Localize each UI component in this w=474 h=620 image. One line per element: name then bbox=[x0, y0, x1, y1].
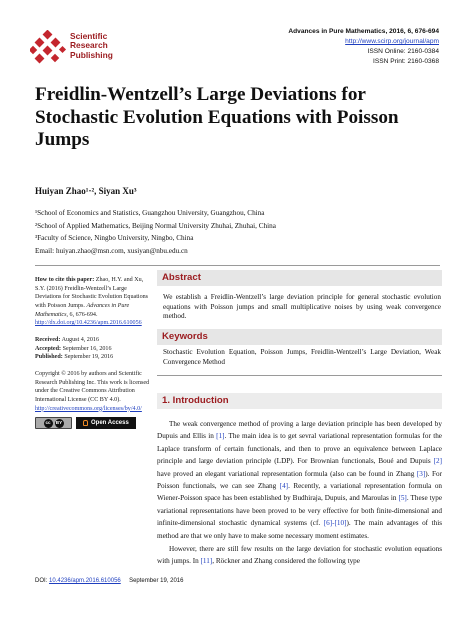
published-label: Published: bbox=[35, 354, 63, 361]
affiliations bbox=[35, 207, 276, 258]
citation-link[interactable]: [3] bbox=[416, 469, 426, 478]
affiliation-line: ³Faculty of Science, Ningbo University, Ningbo, China bbox=[35, 234, 194, 243]
intro-text: However, there are still few results on the large deviation for stochastic evolution equations with jumps. In bbox=[157, 545, 442, 566]
intro-text: have proved an elegant variational representation formula (also can be found in Zhang bbox=[157, 469, 417, 478]
citation-link[interactable]: [2] bbox=[433, 457, 442, 466]
received-label: Received: bbox=[35, 336, 61, 343]
footer-date: September 19, 2016 bbox=[129, 578, 184, 584]
citation-link[interactable]: [1] bbox=[216, 432, 225, 441]
page-footer bbox=[35, 578, 183, 584]
citation-link[interactable]: [11] bbox=[200, 557, 213, 566]
publisher-line: Research bbox=[70, 40, 108, 51]
intro-text: ). The main advantages of this method are that we only have to make some necessary moment estimates. bbox=[157, 519, 442, 540]
title-line: Jumps bbox=[35, 129, 90, 150]
accepted-label: Accepted: bbox=[35, 345, 62, 352]
dates-block bbox=[35, 336, 153, 362]
license-badges bbox=[35, 417, 153, 429]
citation-link[interactable]: [6]-[10] bbox=[323, 519, 347, 528]
keywords-heading: Keywords bbox=[157, 329, 442, 345]
publisher-logo-icon bbox=[30, 30, 68, 66]
citation-block bbox=[35, 276, 153, 328]
cite-label: How to cite this paper: bbox=[35, 277, 95, 283]
accepted-date: September 16, 2016 bbox=[62, 345, 112, 352]
received-date: August 4, 2016 bbox=[61, 336, 99, 343]
abstract-heading: Abstract bbox=[157, 270, 442, 286]
open-access-label: Open Access bbox=[91, 419, 129, 426]
attribution-icon: BY bbox=[55, 419, 64, 428]
publisher-name bbox=[70, 32, 113, 60]
creative-commons-icon: cc bbox=[44, 419, 53, 428]
journal-url-link[interactable]: http://www.scirp.org/journal/apm bbox=[345, 38, 439, 45]
open-access-badge[interactable] bbox=[76, 417, 136, 429]
affiliation-line: ¹School of Economics and Statistics, Guangzhou University, Guangzhou, China bbox=[35, 209, 265, 217]
title-line: Stochastic Evolution Equations with Poisson bbox=[35, 106, 399, 128]
license-link[interactable]: http://creativecommons.org/licenses/by/4.0/ bbox=[35, 405, 142, 412]
citation-link[interactable]: [5] bbox=[398, 494, 407, 503]
open-lock-icon bbox=[83, 420, 88, 426]
copyright-text: Copyright © 2016 by authors and Scientific Research Publishing Inc. This work is licensed under the Creative Commons Attribution International License (CC BY 4.0). bbox=[35, 370, 150, 403]
cite-text: Zhao, H.Y. and Xu, S.Y. (2016) Freidlin-Wentzell’s Large Deviations for Stochastic Evolution Equations with Poisson Jumps. bbox=[35, 277, 149, 309]
keywords-text: Stochastic Evolution Equation, Poisson Jumps, Freidlin-Wentzell’s Large Deviation, Weak Convergence Method bbox=[163, 348, 441, 366]
publisher-line: Scientific bbox=[70, 31, 108, 41]
header-divider bbox=[35, 265, 440, 266]
doi-label: DOI: bbox=[35, 578, 48, 584]
authors: Huiyan Zhao¹·², Siyan Xu³ bbox=[35, 186, 137, 196]
email-line: Email: huiyan.zhao@msn.com, xusiyan@nbu.edu.cn bbox=[35, 247, 188, 256]
intro-text: The weak convergence method of proving a large deviation principle has been developed by Dupuis and Ellis in bbox=[157, 420, 442, 441]
intro-paragraph bbox=[157, 543, 442, 568]
intro-paragraph bbox=[157, 418, 442, 542]
keywords-divider bbox=[157, 375, 442, 376]
journal-name: Advances in Pure Mathematics, 2016, 6, 676-694 bbox=[288, 28, 439, 35]
cite-pages: 6, 676-694. bbox=[69, 311, 98, 318]
introduction-heading: 1. Introduction bbox=[157, 393, 442, 409]
introduction-body bbox=[157, 418, 442, 568]
cc-by-badge[interactable] bbox=[35, 417, 72, 429]
intro-text: . The main idea is to get sevral variational representation formulas for the Laplace transform of certain functionals, and then to prove an equivalence between Laplace principle and large deviation principle (LDP). For Brownian functionals, Boué and Dupuis bbox=[157, 432, 442, 466]
cite-doi-link[interactable]: http://dx.doi.org/10.4236/apm.2016.610056 bbox=[35, 320, 142, 327]
title-line: Freidlin-Wentzell’s Large Deviations for bbox=[35, 84, 366, 105]
citation-link[interactable]: [4] bbox=[279, 482, 289, 491]
issn-online: ISSN Online: 2160-0384 bbox=[367, 48, 439, 55]
affiliation-line: ²School of Applied Mathematics, Beijing Normal University Zhuhai, Zhuhai, China bbox=[35, 221, 276, 230]
doi-link[interactable]: 10.4236/apm.2016.610056 bbox=[49, 578, 121, 584]
published-date: September 19, 2016 bbox=[64, 354, 114, 361]
intro-text: ). For Poisson functionals, we can see Zhang bbox=[157, 469, 442, 491]
intro-text: , Röckner and Zhang considered the following type bbox=[212, 557, 360, 566]
journal-info bbox=[288, 27, 439, 67]
abstract-text: We establish a Freidlin-Wentzell’s large deviation principle for general stochastic evolution equations with Poisson jumps and small multiplicative noises by using weak convergence method. bbox=[163, 293, 441, 321]
paper-title bbox=[35, 84, 455, 152]
intro-text: . Recently, a variational representation formula on Wiener-Poisson space has been established by Budhiraja, Dupuis, and Maroulas in bbox=[157, 482, 443, 503]
copyright-block bbox=[35, 370, 153, 429]
publisher-line: Publishing bbox=[70, 49, 113, 60]
issn-print: ISSN Print: 2160-0368 bbox=[373, 58, 439, 65]
article-sidebar bbox=[35, 276, 153, 437]
cite-journal: Advances in Pure Mathematics, bbox=[35, 302, 130, 318]
intro-text: . These type variational representations have been proved to be very effective for both finite-dimensional and infinite-dimensional stochastic dynamical systems (cf. bbox=[157, 494, 443, 528]
